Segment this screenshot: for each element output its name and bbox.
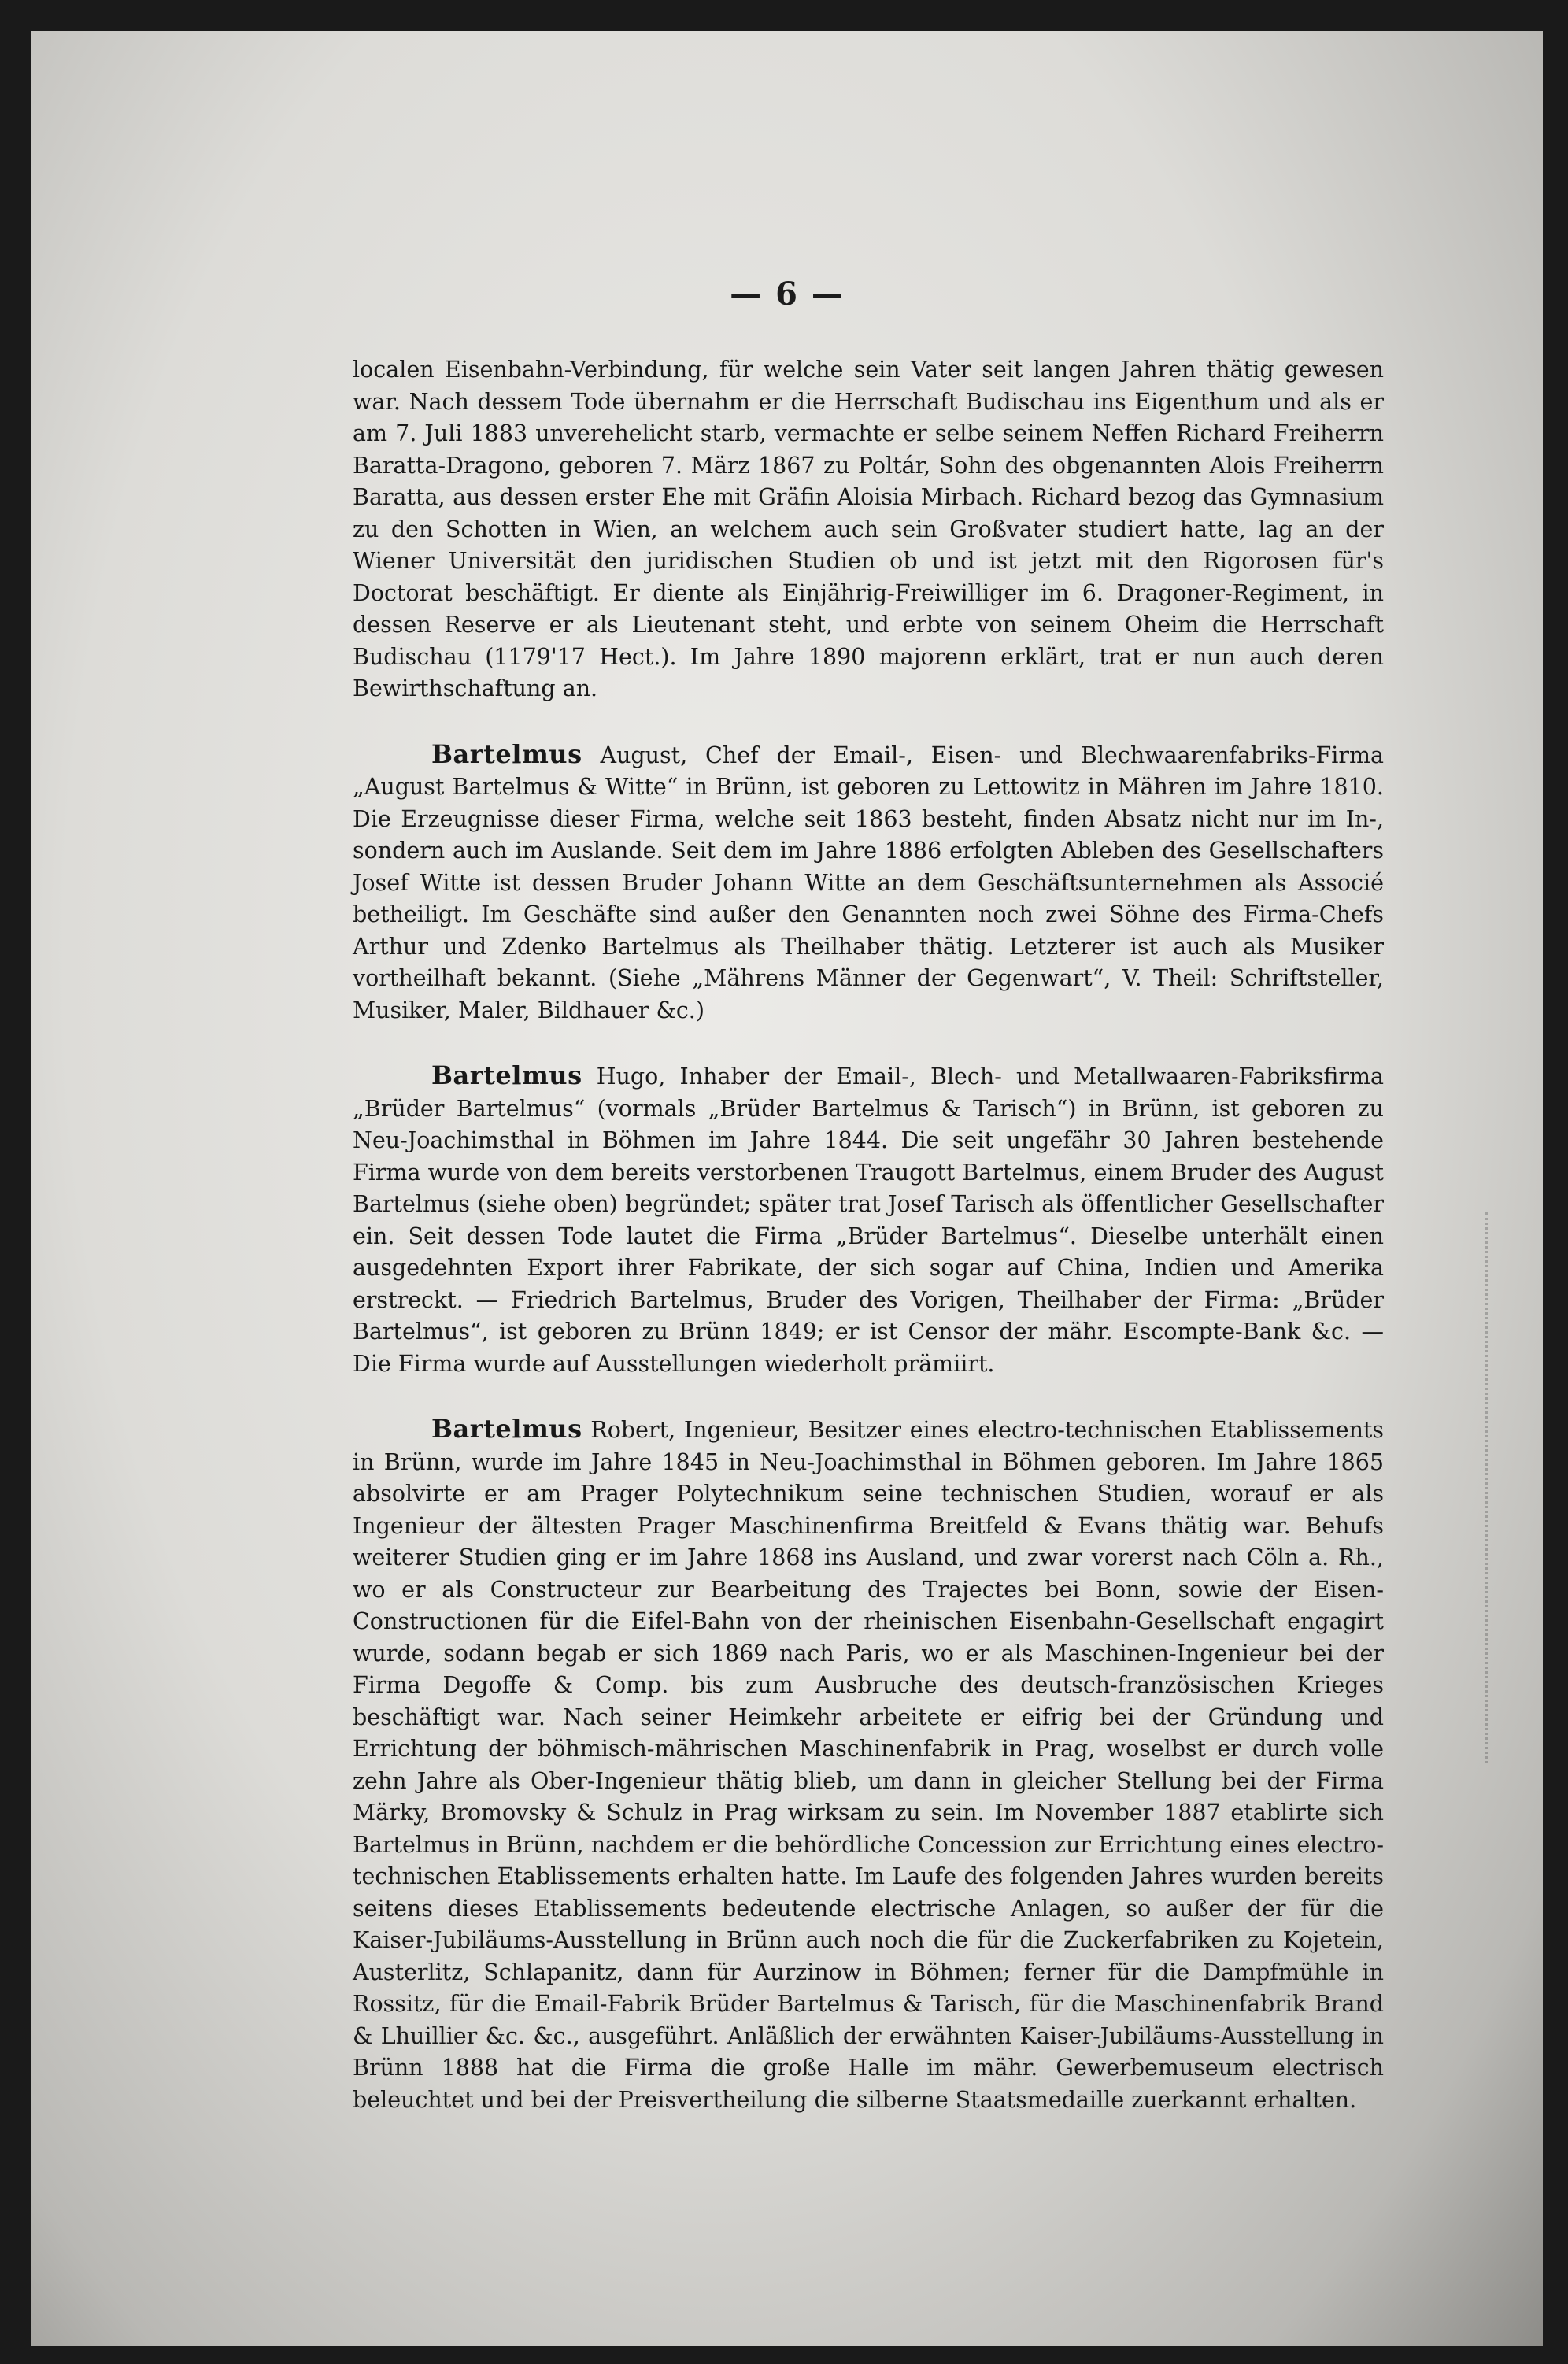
entry-headword: Bartelmus <box>431 738 582 769</box>
scanned-page <box>31 31 1543 2346</box>
entry-headword: Bartelmus <box>431 1060 582 1090</box>
paragraph-text: Hugo, Inhaber der Email-, Blech- und Metallwaaren-Fabriksfirma „Brüder Bartelmus“ (vormals „Brüder Bartelmus & Tarisch“) in Brünn, ist geboren zu Neu-Joachimsthal in Böhmen im Jahre 1844. Die seit ungefähr 30 Jahren bestehende Firma wurde von dem bereits verstorbenen Traugott Bartelmus, einem Bruder des August Bartelmus (siehe oben) begründet; später trat Josef Tarisch als öffentlicher Gesellschafter ein. Seit dessen Tode lautet die Firma „Brüder Bartelmus“. Dieselbe unterhält einen ausgedehnten Export ihrer Fabrikate, der sich sogar auf China, Indien und Amerika erstreckt. — Friedrich Bartelmus, Bruder des Vorigen, Theilhaber der Firma: „Brüder Bartelmus“, ist geboren zu Brünn 1849; er ist Censor der mähr. Escompte-Bank &c. — Die Firma wurde auf Ausstellungen wiederholt prämiirt. <box>353 1064 1384 1377</box>
paragraph-text: localen Eisenbahn-Verbindung, für welche sein Vater seit langen Jahren thätig gewesen war. Nach dessem Tode übernahm er die Herrschaft Budischau ins Eigenthum und als er am 7. Juli 1883 unverehelicht starb, vermachte er selbe seinem Neffen Richard Freiherrn Baratta-Dragono, geboren 7. März 1867 zu Poltár, Sohn des obgenannten Alois Freiherrn Baratta, aus dessen erster Ehe mit Gräfin Aloisia Mirbach. Richard bezog das Gymnasium zu den Schotten in Wien, an welchem auch sein Großvater studiert hatte, lag an der Wiener Universität den juridischen Studien ob und ist jetzt mit den Rigorosen für's Doctorat beschäftigt. Er diente als Einjährig-Freiwilliger im 6. Dragoner-Regiment, in dessen Reserve er als Lieutenant steht, und erbte von seinem Oheim die Herrschaft Budischau (1179'17 Hect.). Im Jahre 1890 majorenn erklärt, trat er nun auch deren Bewirthschaftung an. <box>353 357 1384 701</box>
entry-headword: Bartelmus <box>431 1414 582 1444</box>
entry-august-bartelmus <box>353 738 1384 1027</box>
entry-robert-bartelmus <box>353 1413 1384 2116</box>
paragraph-text: Robert, Ingenieur, Besitzer eines electro-technischen Etablissements in Brünn, wurde im Jahre 1845 in Neu-Joachimsthal in Böhmen geboren. Im Jahre 1865 absolvirte er am Prager Polytechnikum seine technischen Studien, worauf er als Ingenieur der ältesten Prager Maschinenfirma Breitfeld & Evans thätig war. Behufs weiterer Studien ging er im Jahre 1868 ins Ausland, und zwar vorerst nach Cöln a. Rh., wo er als Constructeur zur Bearbeitung des Trajectes bei Bonn, sowie der Eisen-Constructionen für die Eifel-Bahn von der rheinischen Eisenbahn-Gesellschaft engagirt wurde, sodann begab er sich 1869 nach Paris, wo er als Maschinen-Ingenieur bei der Firma Degoffe & Comp. bis zum Ausbruche des deutsch-französischen Krieges beschäftigt war. Nach seiner Heimkehr arbeitete er eifrig bei der Gründung und Errichtung der böhmisch-mährischen Maschinenfabrik in Prag, woselbst er durch volle zehn Jahre als Ober-Ingenieur thätig blieb, um dann in gleicher Stellung bei der Firma Märky, Bromovsky & Schulz in Prag wirksam zu sein. Im November 1887 etablirte sich Bartelmus in Brünn, nachdem er die behördliche Concession zur Errichtung eines electro-technischen Etablissements erhalten hatte. Im Laufe des folgenden Jahres wurden bereits seitens dieses Etablissements bedeutende electrische Anlagen, so außer der für die Kaiser-Jubiläums-Ausstellung in Brünn auch noch die für die Zuckerfabriken zu Kojetein, Austerlitz, Schlapanitz, dann für Aurzinow in Böhmen; ferner für die Dampfmühle in Rossitz, für die Email-Fabrik Brüder Bartelmus & Tarisch, für die Maschinenfabrik Brand & Lhuillier &c. &c., ausgeführt. Anläßlich der erwähnten Kaiser-Jubiläums-Ausstellung in Brünn 1888 hat die Firma die große Halle im mähr. Gewerbemuseum electrisch beleuchtet und bei der Preisvertheilung die silberne Staatsmedaille zuerkannt erhalten. <box>353 1417 1385 2113</box>
body-text <box>353 354 1384 2149</box>
page-number: — 6 — <box>730 276 845 313</box>
paragraph-continuation <box>353 354 1384 705</box>
entry-hugo-bartelmus <box>353 1060 1384 1380</box>
paragraph-text: August, Chef der Email-, Eisen- und Blechwaarenfabriks-Firma „August Bartelmus & Witte“ in Brünn, ist geboren zu Lettowitz in Mähren im Jahre 1810. Die Erzeugnisse dieser Firma, welche seit 1863 besteht, finden Absatz nicht nur im In-, sondern auch im Auslande. Seit dem im Jahre 1886 erfolgten Ableben des Gesellschafters Josef Witte ist dessen Bruder Johann Witte an dem Geschäftsunternehmen als Associé betheiligt. Im Geschäfte sind außer den Genannten noch zwei Söhne des Firma-Chefs Arthur und Zdenko Bartelmus als Theilhaber thätig. Letzterer ist auch als Musiker vortheilhaft bekannt. (Siehe „Mährens Männer der Gegenwart“, V. Theil: Schriftsteller, Musiker, Maler, Bildhauer &c.) <box>353 742 1384 1023</box>
scan-edge-artifact <box>1485 1212 1519 1763</box>
